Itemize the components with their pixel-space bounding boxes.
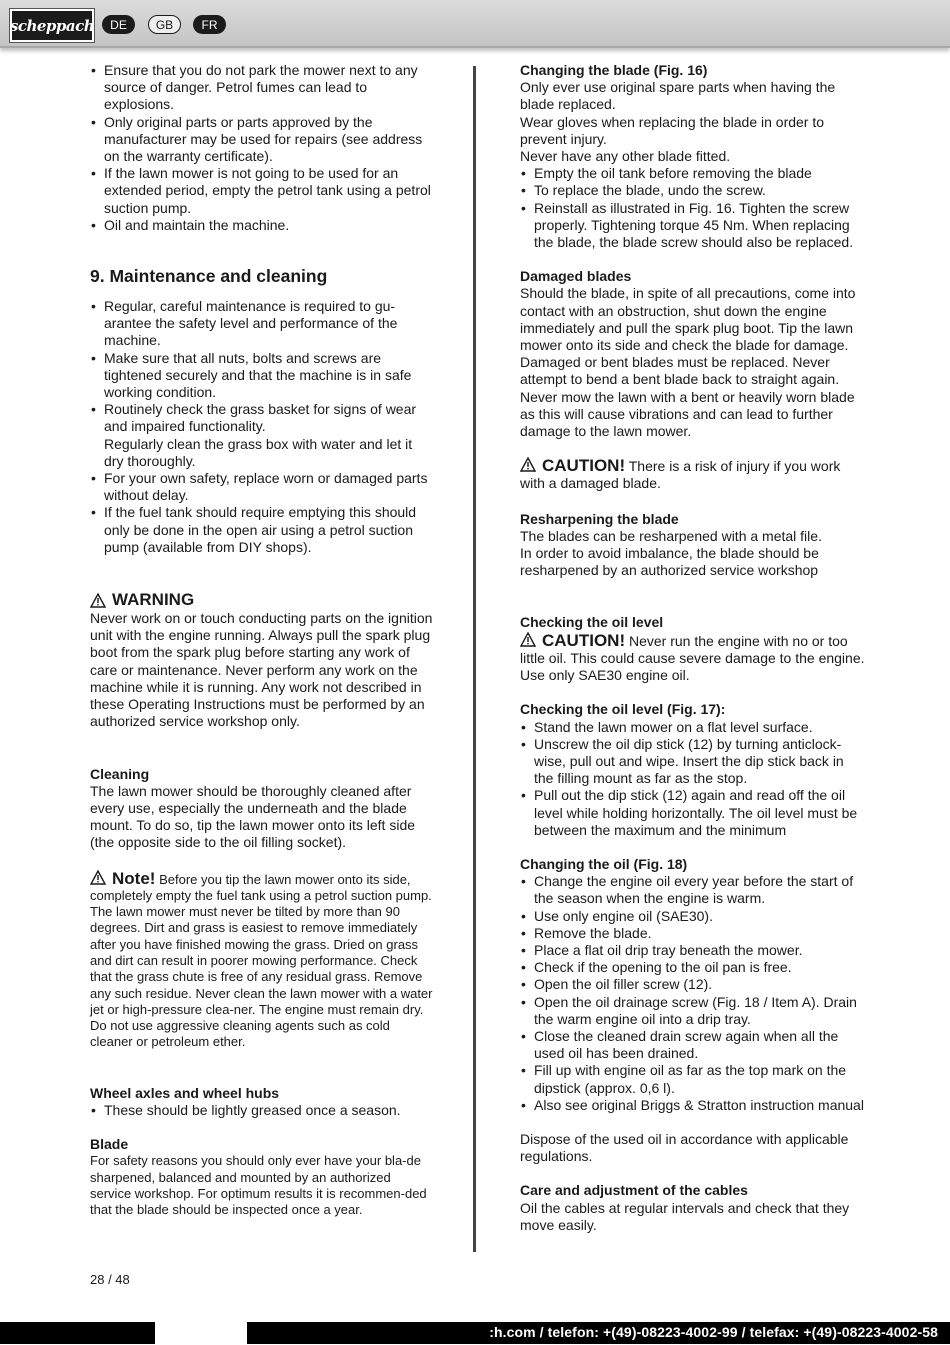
warning-text: Never work on or touch conducting parts on the ignition unit with the engine running. Always pull the spark plug boot from the spark plug before starting any work of care or maintenance. Never perform any work on the machine while it is running. Any work not described in these Operating Instructions must be performed by an authorized service workshop only. (90, 610, 433, 730)
damaged-text: Should the blade, in spite of all precautions, come into contact with an obstruction, shut down the engine immediately and pull the spark plug boot. Tip the lawn mower onto its side and check the blade for damage. Damaged or bent blades must be replaced. Never attempt to bend a bent blade back to straight again. Never mow the lawn with a bent or heavily worn blade as this will cause vibrations and can lead to further damage to the lawn mower. (520, 285, 856, 440)
list-item: • Use only engine oil (SAE30). (520, 908, 865, 925)
warning-triangle-icon (90, 593, 106, 608)
resharpen-title: Resharpening the blade (520, 510, 679, 527)
lang-gb-button[interactable]: GB (148, 15, 181, 34)
list-item (90, 401, 435, 470)
lang-fr-button[interactable]: FR (193, 15, 226, 34)
caution-text: There is a risk of injury if you work with a damaged blade. (520, 458, 841, 492)
resharpen-line: In order to avoid imbalance, the blade should be resharpened by an authorized service workshop (520, 545, 819, 579)
list-item: • Change the engine oil every year before the start of the season when the engine is warm. (520, 873, 865, 907)
list-item: • Unscrew the oil dip stick (12) by turning anticlock-wise, pull out and wipe. Insert the dip stick back in the filling mount as far as the stop. (520, 736, 865, 788)
list-item: • These should be lightly greased once a season. (90, 1102, 435, 1119)
oil-level-title: Checking the oil level (520, 614, 664, 631)
list-item: • Ensure that you do not park the mower next to any source of danger. Petrol fumes can lead to explosions. (90, 62, 435, 114)
list-item-extra: Regularly clean the grass box with water and let it dry thoroughly. (104, 435, 413, 469)
right-column (520, 62, 865, 1234)
warning-heading (90, 590, 435, 610)
header-bar (0, 0, 950, 48)
cleaning-title: Cleaning (90, 765, 150, 782)
oil-change-title: Changing the oil (Fig. 18) (520, 855, 688, 872)
change-blade-line: Wear gloves when replacing the blade in order to prevent injury. (520, 113, 825, 147)
change-blade-list (520, 165, 865, 251)
cables-text: Oil the cables at regular intervals and check that they move easily. (520, 1199, 850, 1233)
change-blade-title: Changing the blade (Fig. 16) (520, 62, 708, 78)
list-item: • Close the cleaned drain screw again when all the used oil has been drained. (520, 1028, 865, 1062)
oil-check-title: Checking the oil level (Fig. 17): (520, 701, 726, 718)
list-item: • Open the oil filler screw (12). (520, 976, 865, 993)
list-item: • Pull out the dip stick (12) again and read off the oil level while holding horizontally. The oil level must be between the maximum and the minimum (520, 787, 865, 839)
list-item: • For your own safety, replace worn or damaged parts without delay. (90, 470, 435, 504)
list-item: • If the fuel tank should require emptying this should only be done in the open air using a petrol suction pump (available from DIY shops). (90, 504, 435, 556)
intro-list (90, 62, 435, 234)
caution-paragraph (520, 457, 865, 492)
caution-text: Never run the engine with no or too little oil. This could cause severe damage to the engine. Use only SAE30 engine oil. (520, 632, 865, 684)
footer-gap (155, 1322, 247, 1344)
left-column (90, 62, 435, 1219)
list-item-text: Routinely check the grass basket for signs of wear and impaired functionality. (104, 401, 417, 435)
list-item: • Regular, careful maintenance is required to gu-arantee the safety level and performance of the machine. (90, 298, 435, 350)
brand-logo: scheppach (10, 9, 94, 42)
list-item: • Empty the oil tank before removing the blade (520, 165, 865, 182)
list-item: • If the lawn mower is not going to be used for an extended period, empty the petrol tank using a petrol suction pump. (90, 165, 435, 217)
list-item: • Only original parts or parts approved by the manufacturer may be used for repairs (see address on the warranty certificate). (90, 114, 435, 166)
list-item: • Place a flat oil drip tray beneath the mower. (520, 942, 865, 959)
note-text: Before you tip the lawn mower onto its side, completely empty the fuel tank using a petrol suction pump. The lawn mower must never be tilted by more than 90 degrees. Dirt and grass is easiest to remove immediately after you have finished mowing the grass. Dried on grass and dirt can result in poorer mowing performance. Check that the grass chute is free of any residual grass. Remove any such residue. Never clean the lawn mower with a water jet or high-pressure clea-ner. The engine must remain dry. Do not use aggressive cleaning agents such as cold cleaner or petroleum ether. (90, 871, 433, 1050)
lang-de-button[interactable]: DE (102, 15, 135, 34)
footer-contact: :h.com / telefon: +(49)-08223-4002-99 / telefax: +(49)-08223-4002-58 (489, 1324, 938, 1340)
warning-title: WARNING (112, 590, 195, 610)
oil-check-list (520, 719, 865, 839)
list-item: • Reinstall as illustrated in Fig. 16. Tighten the screw properly. Tightening torque 45 Nm. When replacing the blade, the blade screw should also be replaced. (520, 200, 865, 252)
section-title: 9. Maintenance and cleaning (90, 266, 328, 287)
list-item: • Check if the opening to the oil pan is free. (520, 959, 865, 976)
change-blade-line: Never have any other blade fitted. (520, 148, 731, 165)
damaged-title: Damaged blades (520, 268, 632, 285)
cables-title: Care and adjustment of the cables (520, 1182, 748, 1199)
warning-triangle-icon (520, 632, 536, 647)
footer-bar (0, 1322, 950, 1344)
oil-change-list (520, 873, 865, 1114)
list-item: • Oil and maintain the machine. (90, 217, 435, 234)
dispose-text: Dispose of the used oil in accordance with applicable regulations. (520, 1130, 849, 1165)
wheel-title: Wheel axles and wheel hubs (90, 1084, 280, 1101)
warning-triangle-icon (90, 870, 106, 885)
list-item: • Make sure that all nuts, bolts and screws are tightened securely and that the machine is in safe working condition. (90, 350, 435, 402)
warning-triangle-icon (520, 457, 536, 472)
list-item: • Stand the lawn mower on a flat level surface. (520, 719, 865, 736)
caution-word: CAUTION! (542, 630, 626, 650)
blade-text: For safety reasons you should only ever have your bla-de sharpened, balanced and mounted by an authorized service workshop. For optimum results it is recommen-ded that the blade should be inspected once a year. (90, 1153, 427, 1218)
list-item: • To replace the blade, undo the screw. (520, 182, 865, 199)
blade-title: Blade (90, 1136, 129, 1153)
page-number: 28 / 48 (90, 1272, 130, 1287)
note-paragraph (90, 870, 435, 1051)
note-word: Note! (112, 868, 156, 888)
list-item: • Open the oil drainage screw (Fig. 18 / Item A). Drain the warm engine oil into a drip tray. (520, 994, 865, 1028)
cleaning-text: The lawn mower should be thoroughly cleaned after every use, especially the underneath and the blade mount. To do so, tip the lawn mower onto its left side (the opposite side to the oil filling socket). (90, 782, 416, 851)
list-item: • Fill up with engine oil as far as the top mark on the dipstick (approx. 0,6 l). (520, 1062, 865, 1096)
column-divider (473, 66, 476, 1252)
maintenance-list (90, 298, 435, 556)
wheel-list (90, 1102, 435, 1119)
resharpen-line: The blades can be resharpened with a metal file. (520, 527, 822, 544)
list-item: • Also see original Briggs & Stratton instruction manual (520, 1097, 865, 1114)
list-item: • Remove the blade. (520, 925, 865, 942)
change-blade-line: Only ever use original spare parts when having the blade replaced. (520, 79, 836, 113)
caution-word: CAUTION! (542, 456, 626, 476)
caution-paragraph (520, 632, 865, 685)
